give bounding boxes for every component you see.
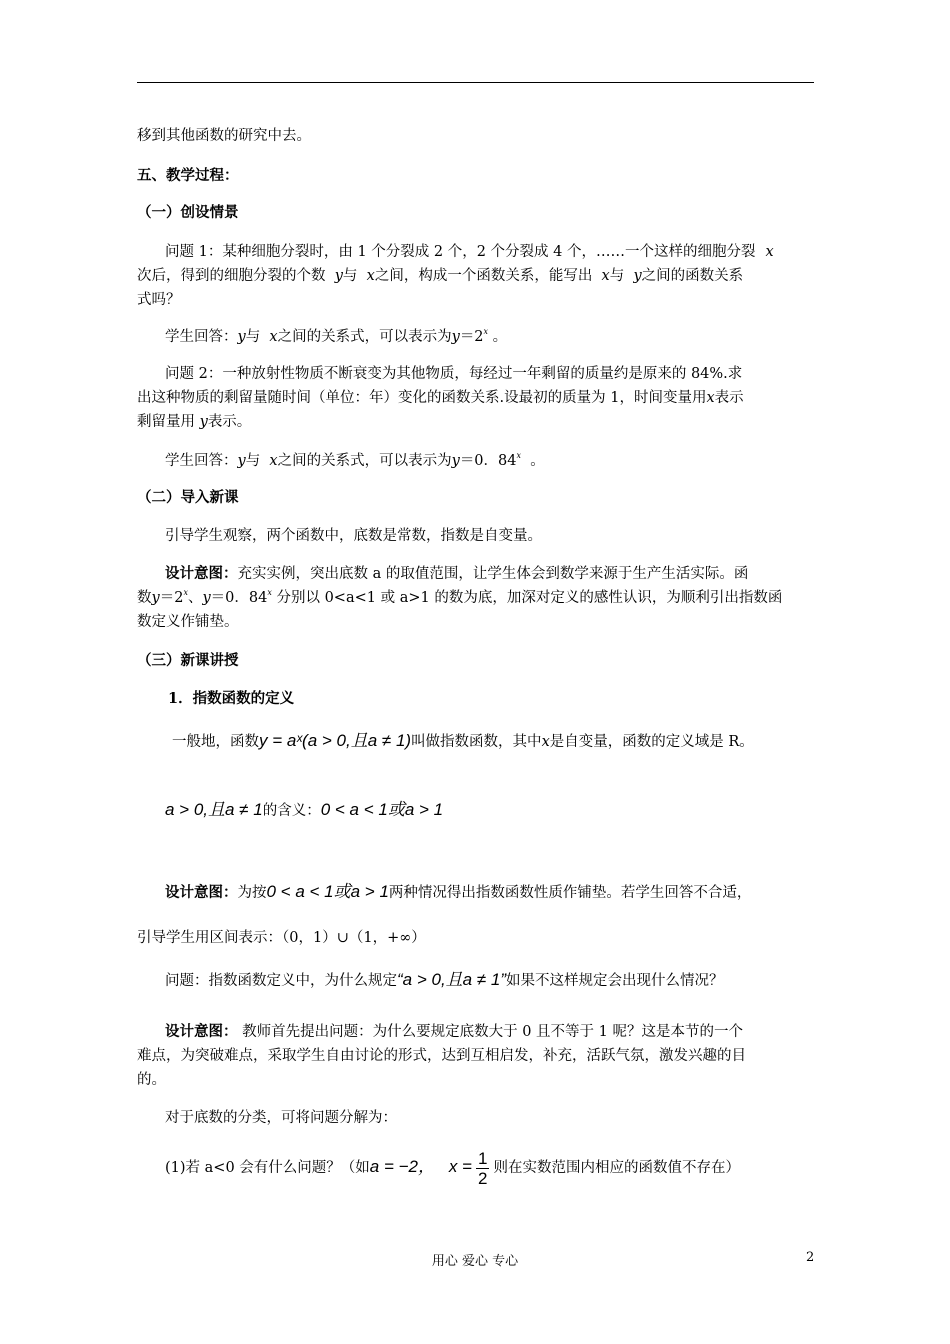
text: 。 — [530, 453, 545, 469]
var-x: x — [541, 734, 550, 750]
text: 学生回答： — [165, 453, 238, 469]
design-intent-3-line-1 — [165, 1022, 845, 1042]
text: 移到其他函数的研究中去。 — [137, 128, 311, 144]
text: 式吗？ — [137, 292, 181, 308]
text: 表示 — [714, 390, 744, 406]
text: 之间的关系式，可以表示为 — [277, 453, 452, 469]
var-y: y — [451, 453, 460, 469]
var-y: y — [202, 590, 211, 606]
page-number: 2 — [806, 1250, 815, 1265]
text: ＝2 — [459, 329, 484, 345]
heading-text: 1．指数函数的定义 — [168, 690, 295, 707]
text: 问题：指数函数定义中，为什么规定 — [165, 973, 397, 989]
formula: 0 < a < 1或a > 1 — [320, 800, 444, 819]
text: 问题 2：一种放射性物质不断衰变为其他物质，每经过一年剩留的质量约是原来的 84%.求 — [165, 366, 743, 382]
text: 之间的关系式，可以表示为 — [277, 329, 452, 345]
var-y: y — [334, 268, 343, 284]
heading-text: （一）创设情景 — [137, 204, 239, 221]
design-intent-2-line-2 — [137, 928, 817, 948]
var-y: y — [633, 268, 642, 284]
text: 。 — [492, 329, 508, 345]
problem-1-line-1 — [165, 242, 845, 262]
numerator: 1 — [477, 1148, 488, 1168]
text: 如果不这样规定会出现什么情况？ — [506, 973, 724, 989]
text: 出这种物质的剩留量随时间（单位：年）变化的函数关系.设最初的质量为 1，时间变量用 — [137, 390, 707, 406]
text: 则在实数范围内相应的函数值不存在） — [493, 1160, 740, 1176]
text: ＝0．84 — [210, 590, 268, 606]
text: 两种情况得出指数函数性质作铺垫。若学生回答不合适， — [388, 885, 752, 901]
design-intent-1-line-3 — [137, 612, 817, 632]
formula: x = — [448, 1157, 472, 1176]
text: ＝2 — [159, 590, 184, 606]
exponent: x — [483, 327, 489, 336]
text: 与 — [245, 453, 261, 469]
formula: y = aˣ(a > 0,且a ≠ 1) — [259, 731, 412, 750]
text: 次后，得到的细胞分裂的个数 — [137, 268, 326, 284]
var-x: x — [706, 390, 715, 406]
text: 叫做指数函数，其中 — [411, 734, 542, 750]
var-y: y — [199, 414, 208, 430]
text: 是自变量，函数的定义域是 R。 — [549, 734, 754, 750]
subsection-heading — [137, 488, 817, 508]
exponent: x — [267, 588, 272, 597]
heading-text: 五、教学过程： — [137, 167, 239, 184]
subsection-heading — [137, 203, 817, 223]
paragraph-continuation — [137, 126, 817, 146]
label: 设计意图： — [165, 884, 238, 901]
text: 学生回答： — [165, 329, 238, 345]
var-y: y — [151, 590, 160, 606]
text: 引导学生用区间表示：（0，1）∪（1，+∞） — [137, 930, 426, 946]
problem-1-line-2 — [137, 266, 817, 286]
text: (1)若 a<0 会有什么问题？（如 — [165, 1160, 370, 1176]
var-x: x — [601, 268, 610, 284]
heading-text: （二）导入新课 — [137, 489, 239, 506]
design-intent-3-line-3 — [137, 1070, 817, 1090]
var-y: y — [451, 329, 460, 345]
text: 的含义： — [262, 803, 321, 819]
text: 对于底数的分类，可将问题分解为： — [165, 1110, 397, 1126]
text: 一般地，函数 — [172, 734, 259, 750]
text: 为按 — [237, 885, 267, 901]
text: 之间的函数关系 — [641, 268, 744, 284]
problem-2-line-2 — [137, 388, 817, 408]
text: 难点，为突破难点，采取学生自由讨论的形式，达到互相启发，补充，活跃气氛，激发兴趣的目 — [137, 1048, 746, 1064]
text: ＝0．84 — [459, 453, 517, 469]
fraction — [476, 1149, 489, 1188]
meaning-line — [165, 800, 845, 821]
problem-1-line-3 — [137, 290, 817, 310]
header-rule — [137, 82, 814, 83]
topic-heading — [168, 689, 848, 709]
section-heading — [137, 166, 817, 186]
label: 设计意图： — [165, 565, 238, 582]
text: 剩留量用 — [137, 414, 195, 430]
text: 表示。 — [207, 414, 252, 430]
var-x: x — [765, 244, 774, 260]
definition-line — [172, 731, 852, 752]
formula: “a > 0,且a ≠ 1” — [397, 970, 507, 989]
var-x: x — [269, 453, 278, 469]
problem-2-line-3 — [137, 412, 817, 432]
answer-1 — [165, 327, 845, 347]
exponent: x — [516, 451, 522, 460]
text: 教师首先提出问题：为什么要规定底数大于 0 且不等于 1 呢？这是本节的一个 — [242, 1024, 743, 1040]
var-y: y — [237, 453, 246, 469]
text: 引导学生观察，两个函数中，底数是常数，指数是自变量。 — [165, 528, 542, 544]
var-x: x — [269, 329, 278, 345]
exponent: x — [183, 588, 188, 597]
heading-text: （三）新课讲授 — [137, 652, 239, 669]
case-1-line — [165, 1148, 845, 1188]
design-intent-1-line-1 — [165, 564, 845, 584]
footer-text: 用心 爱心 专心 — [431, 1254, 519, 1269]
answer-2 — [165, 451, 845, 471]
guide-paragraph — [165, 526, 845, 546]
design-intent-3-line-2 — [137, 1046, 817, 1066]
text: 与 — [245, 329, 261, 345]
formula: 0 < a < 1或a > 1 — [266, 882, 389, 901]
text: 数定义作铺垫。 — [137, 614, 239, 630]
label: 设计意图： — [165, 1023, 238, 1040]
design-intent-2-line-1 — [165, 882, 845, 903]
problem-2-line-1 — [165, 364, 845, 384]
text: 之间，构成一个函数关系，能写出 — [374, 268, 593, 284]
text: 分别以 0<a<1 或 a>1 的数为底，加深对定义的感性认识，为顺利引出指数函 — [271, 590, 783, 606]
text: 充实实例，突出底数 a 的取值范围，让学生体会到数学来源于生产生活实际。函 — [237, 566, 749, 582]
text: 与 — [342, 268, 358, 284]
formula: a = −2， — [369, 1157, 435, 1176]
text: 数 — [137, 590, 152, 606]
subsection-heading — [137, 651, 817, 671]
text: 问题 1：某种细胞分裂时，由 1 个分裂成 2 个，2 个分裂成 4 个，……一个这样的细胞分裂 — [165, 244, 756, 260]
question-line — [165, 970, 845, 991]
var-x: x — [366, 268, 375, 284]
design-intent-1-line-2 — [137, 588, 817, 608]
text: 的。 — [137, 1072, 166, 1088]
formula: a > 0,且a ≠ 1 — [165, 800, 263, 819]
denominator: 2 — [477, 1168, 488, 1188]
classification-intro — [165, 1108, 845, 1128]
var-y: y — [237, 329, 246, 345]
text: 、 — [187, 590, 203, 606]
text: 与 — [609, 268, 625, 284]
